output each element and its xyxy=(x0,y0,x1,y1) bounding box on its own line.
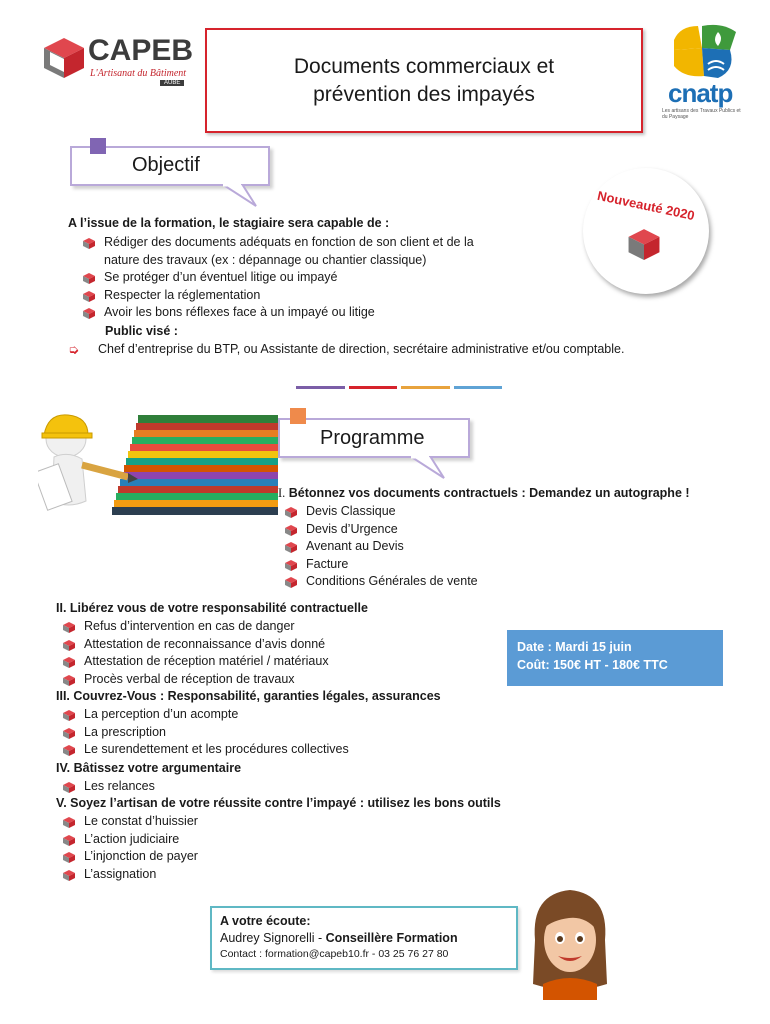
public-vise-heading: Public visé : xyxy=(105,324,178,338)
cnatp-logo-word: cnatp xyxy=(668,78,733,108)
list-item: La prescription xyxy=(48,724,349,742)
list-item: Rédiger des documents adéquats en fonction de son client et de la xyxy=(68,234,474,252)
nouveaute-badge-text: Nouveauté 2020 xyxy=(596,187,696,224)
objectif-label: Objectif xyxy=(132,154,200,176)
bullet-cube-icon xyxy=(82,306,96,319)
bullet-cube-icon xyxy=(62,655,76,668)
bullet-cube-icon xyxy=(62,638,76,651)
bullet-cube-icon xyxy=(284,505,298,518)
section-4-title: IV. Bâtissez votre argumentaire xyxy=(56,761,242,775)
list-item: Attestation de reconnaissance d’avis donné xyxy=(48,636,329,654)
capeb-cube-icon xyxy=(627,226,661,260)
list-item: Le surendettement et les procédures collectives xyxy=(48,741,349,759)
contact-heading: A votre écoute: xyxy=(220,914,311,928)
list-item: Refus d’intervention en cas de danger xyxy=(48,618,329,636)
list-item: Les relances xyxy=(48,778,155,796)
list-item: La perception d’un acompte xyxy=(48,706,349,724)
list-item: Respecter la réglementation xyxy=(68,287,474,305)
bullet-cube-icon xyxy=(62,815,76,828)
cnatp-emblem-icon xyxy=(660,20,745,82)
bullet-cube-icon xyxy=(62,850,76,863)
objectives-intro: A l’issue de la formation, le stagiaire sera capable de : xyxy=(68,216,390,230)
capeb-cube-icon xyxy=(42,34,86,78)
objectives-list xyxy=(68,234,474,322)
divider-segment xyxy=(401,386,450,389)
bullet-cube-icon xyxy=(62,780,76,793)
contact-name-line xyxy=(220,930,508,947)
bullet-cube-icon xyxy=(62,708,76,721)
contact-box xyxy=(210,906,518,970)
worker-binders-illustration xyxy=(38,405,278,525)
capeb-logo-word: CAPEB xyxy=(88,34,194,67)
list-item: L’assignation xyxy=(48,866,198,884)
list-item: Conditions Générales de vente xyxy=(270,573,478,591)
section-1-title-text: Bétonnez vos documents contractuels : Demandez un autographe ! xyxy=(288,486,690,500)
bullet-cube-icon xyxy=(82,271,96,284)
bullet-cube-icon xyxy=(284,575,298,588)
page-title: Documents commerciaux et prévention des impayés xyxy=(293,54,555,106)
bullet-cube-icon xyxy=(62,868,76,881)
callout-square-icon xyxy=(90,138,106,154)
section-4-list xyxy=(48,778,155,796)
session-cost: Coût: 150€ HT - 180€ TTC xyxy=(517,658,668,672)
divider-segment xyxy=(349,386,398,389)
section-5-list xyxy=(48,813,198,883)
divider-segment xyxy=(454,386,503,389)
capeb-logo-tagline: L'Artisanat du Bâtiment xyxy=(90,68,187,79)
bullet-cube-icon xyxy=(82,289,96,302)
advisor-avatar xyxy=(525,880,615,1000)
section-3-title: III. Couvrez-Vous : Responsabilité, garanties légales, assurances xyxy=(56,689,441,703)
list-item: Procès verbal de réception de travaux xyxy=(48,671,329,689)
public-vise-text: Chef d’entreprise du BTP, ou Assistante de direction, secrétaire administrative et/ou comptable. xyxy=(98,342,625,356)
nouveaute-badge xyxy=(583,168,709,294)
list-item: Devis Classique xyxy=(270,503,478,521)
bullet-cube-icon xyxy=(62,743,76,756)
list-item: Avoir les bons réflexes face à un impayé ou litige xyxy=(68,304,474,322)
contact-details[interactable]: Contact : formation@capeb10.fr - 03 25 76 27 80 xyxy=(220,948,449,960)
section-1-list xyxy=(270,503,478,591)
capeb-logo-sub: AUBE xyxy=(160,80,184,86)
title-box xyxy=(205,28,643,133)
section-1-roman: I. xyxy=(278,486,286,500)
binders-stack xyxy=(112,415,278,515)
list-item: Se protéger d’un éventuel litige ou impayé xyxy=(68,269,474,287)
section-3-list xyxy=(48,706,349,759)
bullet-cube-icon xyxy=(284,540,298,553)
section-5-title: V. Soyez l’artisan de votre réussite contre l’impayé : utilisez les bons outils xyxy=(56,796,501,810)
callout-tail-icon xyxy=(408,456,448,480)
section-2-title: II. Libérez vous de votre responsabilité contractuelle xyxy=(56,601,368,615)
section-1-title xyxy=(278,486,690,501)
list-item: Devis d’Urgence xyxy=(270,521,478,539)
list-item: L’injonction de payer xyxy=(48,848,198,866)
programme-label: Programme xyxy=(320,427,425,449)
objectif-callout xyxy=(70,138,280,208)
programme-callout xyxy=(278,406,478,476)
capeb-logo xyxy=(42,30,192,92)
section-divider xyxy=(296,386,502,389)
list-item: L’action judiciaire xyxy=(48,831,198,849)
contact-role: Conseillère Formation xyxy=(325,931,458,945)
callout-tail-icon xyxy=(220,184,260,208)
list-item: Facture xyxy=(270,556,478,574)
list-item: nature des travaux (ex : dépannage ou chantier classique) xyxy=(104,252,427,267)
cnatp-logo xyxy=(660,20,745,120)
bullet-cube-icon xyxy=(62,620,76,633)
date-cost-box xyxy=(507,630,723,686)
list-item: Attestation de réception matériel / matériaux xyxy=(48,653,329,671)
bullet-cube-icon xyxy=(62,833,76,846)
divider-segment xyxy=(296,386,345,389)
bullet-cube-icon xyxy=(82,236,96,249)
cnatp-logo-small: Les artisans des Travaux Publics et du Paysage xyxy=(662,108,741,120)
contact-name: Audrey Signorelli - xyxy=(220,931,326,945)
bullet-cube-icon xyxy=(62,726,76,739)
bullet-cube-icon xyxy=(62,673,76,686)
callout-square-icon xyxy=(290,408,306,424)
bullet-cube-icon xyxy=(284,523,298,536)
section-2-list xyxy=(48,618,329,688)
arrow-right-icon: ➭ xyxy=(68,342,79,357)
session-date: Date : Mardi 15 juin xyxy=(517,640,632,654)
list-item: Le constat d’huissier xyxy=(48,813,198,831)
list-item: Avenant au Devis xyxy=(270,538,478,556)
bullet-cube-icon xyxy=(284,558,298,571)
